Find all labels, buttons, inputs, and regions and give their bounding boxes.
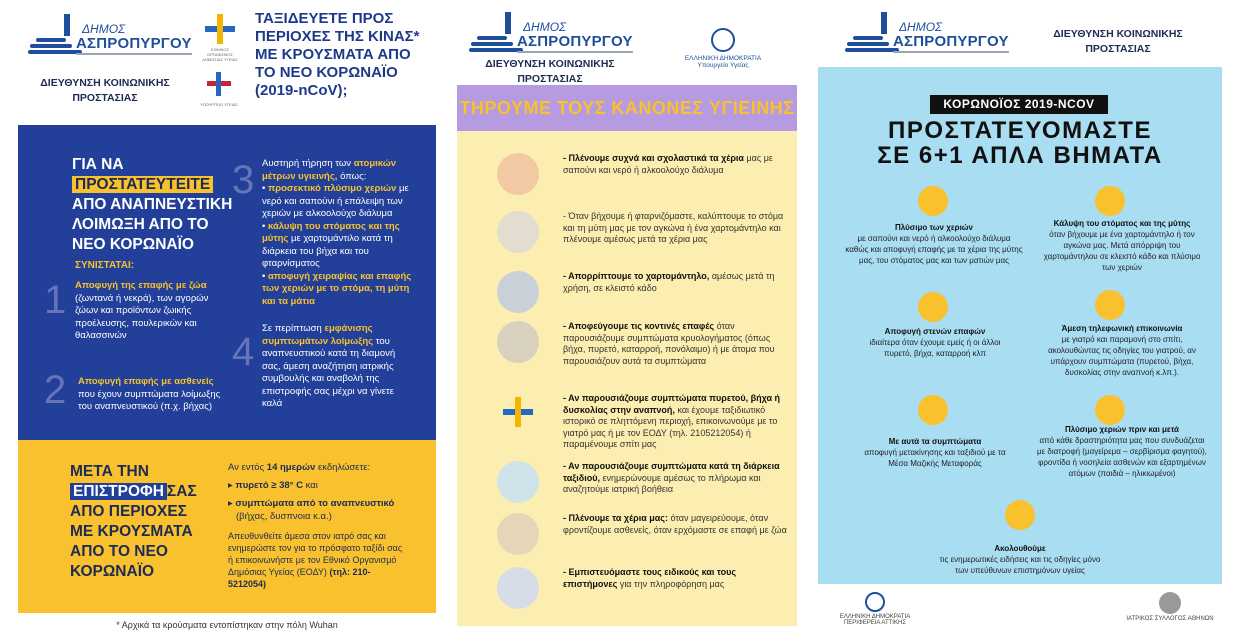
cooking-icon bbox=[1095, 395, 1125, 425]
rule-2: Αποφυγή επαφής με ασθενείς που έχουν συμπτώματα λοίμωξης του αναπνευστικού (π.χ. βήχας) bbox=[78, 376, 221, 412]
poster-hygiene-rules bbox=[455, 0, 800, 640]
ministry-logo: ΕΛΛΗΝΙΚΗ ΔΗΜΟΚΡΑΤΙΑ Υπουργείο Υγείας bbox=[673, 28, 773, 69]
logo-name-big: ΑΣΠΡΟΠΥΡΓΟΥ bbox=[517, 33, 633, 53]
rule-4: Σε περίπτωση εμφάνισης συμπτωμάτων λοίμωξης του αναπνευστικού κατά τη διαμονή σας, άμεση αναζήτηση ιατρικής συμβουλής και αναβολή της επιστροφής σας μέχρι να γίνετε καλά bbox=[262, 323, 396, 409]
poster-six-steps bbox=[815, 0, 1237, 640]
step-2: Κάλυψη του στόματος και της μύτης όταν βήχουμε με ένα χαρτομάντηλο ή τον αγκώνα μας. Μετά απόρριψη του χαρτομάντηλου σε κλειστό κάδο και πλύσιμο των χεριών bbox=[1043, 219, 1201, 272]
virus-badge: ΚΟΡΩΝΟΪΟΣ 2019-NCOV bbox=[930, 95, 1108, 114]
symptom-fever: ▸ πυρετό ≥ 38° C και bbox=[228, 480, 318, 491]
news-icon bbox=[1005, 500, 1035, 530]
within-days: Αν εντός 14 ημερών εκδηλώσετε: bbox=[228, 462, 371, 473]
eody-logo-icon bbox=[205, 14, 235, 44]
eody-icon bbox=[497, 393, 539, 435]
dept-title: ΔΙΕΥΘΥΝΣΗ ΚΟΙΝΩΝΙΚΗΣ ΠΡΟΣΤΑΣΙΑΣ bbox=[1053, 28, 1183, 55]
region-logo: ΕΛΛΗΝΙΚΗ ΔΗΜΟΚΡΑΤΙΑ ΠΕΡΙΦΕΡΕΙΑ ΑΤΤΙΚΗΣ bbox=[825, 592, 925, 626]
eody-caption: ΕΘΝΙΚΟΣ ΟΡΓΑΝΙΣΜΟΣ ΔΗΜΟΣΙΑΣ ΥΓΕΙΑΣ bbox=[202, 47, 238, 62]
step-6: Πλύσιμο χεριών πριν και μετά από κάθε δραστηριότητα μας που συνδυάζεται με διατροφή (μαγείρεμα – σερβίρισμα φαγητού), φροντίδα ή νοσηλεία ασθενών και εξαρτημένων ατόμων (παιδιά – ηλικιωμένοι) bbox=[1037, 425, 1207, 478]
sick-person-icon bbox=[497, 321, 539, 363]
hand-wash-icon bbox=[918, 186, 948, 216]
trash-bin-icon bbox=[497, 271, 539, 313]
step-7: Ακολουθούμε τις ενημερωτικές ειδήσεις και τις οδηγίες μόνο των υπεύθυνων επιστημόνων υγείας bbox=[939, 544, 1101, 575]
logo-name-small: ΔΗΜΟΣ bbox=[82, 22, 126, 36]
step-3: Αποφυγή στενών επαφών ιδιαίτερα όταν έχουμε εμείς ή οι άλλοι πυρετό, βήχα, καταρροή κλπ bbox=[869, 327, 1001, 358]
airplane-icon bbox=[497, 461, 539, 503]
number-2: 2 bbox=[44, 368, 67, 412]
doctor-icon bbox=[497, 567, 539, 609]
protect-title: ΓΙΑ ΝΑ ΠΡΟΣΤΑΤΕΥΤΕΙΤΕ ΑΠΟ ΑΝΑΠΝΕΥΣΤΙΚΗ ΛΟΙΜΩΞΗ ΑΠΟ ΤΟ ΝΕΟ ΚΟΡΩΝΑΪΟ bbox=[72, 156, 233, 253]
greek-emblem-icon bbox=[711, 28, 735, 52]
logo-name-small: ΔΗΜΟΣ bbox=[899, 20, 943, 34]
sneeze-icon bbox=[497, 211, 539, 253]
step-1: Πλύσιμο των χεριών με σαπούνι και νερό ή αλκοολούχο διάλυμα καθώς και αποφυγή επαφής με τα χέρια της μύτης μας, του στόματος μας και των ματιών μας bbox=[845, 223, 1023, 265]
number-1: 1 bbox=[44, 278, 67, 322]
contact-advice: Απευθυνθείτε άμεσα στον ιατρό σας και ενημερώστε τον για το πρόσφατο ταξίδι σας ή επικοινωνήστε με τον Εθνικό Οργανισμό Δημόσιας Υγείας (ΕΟΔΥ) (τηλ: 210-5212054) bbox=[228, 531, 403, 589]
rule-1: Αποφυγή της επαφής με ζώα (ζωντανά ή νεκρά), των αγορών ζώων και προϊόντων ζωικής προέλευσης, πουλερικών και θαλασσινών bbox=[75, 280, 209, 341]
medical-association-logo: ΙΑΤΡΙΚΟΣ ΣΥΛΛΟΓΟΣ ΑΘΗΝΩΝ bbox=[1120, 592, 1220, 622]
rule-3-bullets: • προσεκτικό πλύσιμο χεριών με νερό και σαπούνι ή επάλειψη των χεριών με αλκοολούχο διάλυμα • κάλυψη του στόματος και της μύτης με χαρτομάντιλο κατά τη διάρκεια του βήχα και του φταρνίσματος • αποφυγή χειραψίας και επαφής των χεριών με το στόμα, τη μύτη και τα μάτια bbox=[262, 183, 412, 307]
bus-icon bbox=[918, 395, 948, 425]
cough-icon bbox=[1095, 186, 1125, 216]
rule-3-intro: Αυστηρή τήρηση των ατομικών μέτρων υγιεινής, όπως: bbox=[262, 158, 397, 182]
number-3: 3 bbox=[232, 158, 255, 202]
step-4: Άμεση τηλεφωνική επικοινωνία με γιατρό και παραμονή στο σπίτι, ακολουθώντας τις οδηγίες του γιατρού, αν υπάρχουν συμπτώματα (πυρετού, βήχα, δυσκολίας στην αναπνοή κ.λπ.). bbox=[1048, 324, 1196, 377]
symptom-resp: ▸ συμπτώματα από το αναπνευστικό (βήχας, δυσπνοια κ.α.) bbox=[228, 498, 395, 522]
step-5: Με αυτά τα συμπτώματα αποφυγή μετακίνησης και ταξιδιού με τα Μέσα Μαζικής Μεταφοράς bbox=[864, 437, 1006, 468]
logo-name-big: ΑΣΠΡΟΠΥΡΓΟΥ bbox=[76, 35, 192, 55]
banner: ΤΗΡΟΥΜΕ ΤΟΥΣ ΚΑΝΟΝΕΣ ΥΓΙΕΙΝΗΣ bbox=[457, 85, 797, 131]
logo-name-big: ΑΣΠΡΟΠΥΡΓΟΥ bbox=[893, 33, 1009, 53]
hand-wash-icon bbox=[497, 153, 539, 195]
seal-icon bbox=[1159, 592, 1181, 614]
recommend-label: ΣΥΝΙΣΤΑΤΑΙ: bbox=[75, 260, 135, 271]
after-return-title: ΜΕΤΑ ΤΗΝ ΕΠΙΣΤΡΟΦΗ ΣΑΣ ΑΠΟ ΠΕΡΙΟΧΕΣ ΜΕ ΚΡΟΥΣΜΑΤΑ ΑΠΟ ΤΟ ΝΕΟ ΚΟΡΩΝΑΪΟ bbox=[70, 463, 197, 580]
number-4: 4 bbox=[232, 330, 255, 374]
footnote: * Αρχικά τα κρούσματα εντοπίστηκαν στην πόλη Wuhan bbox=[116, 620, 338, 630]
ministry-logo-icon bbox=[207, 72, 231, 96]
rules-list: - Πλένουμε συχνά και σχολαστικά τα χέρια μας με σαπούνι και νερό ή αλκοολούχο διάλυμα - Όταν βήχουμε ή φταρνιζόμαστε, καλύπτουμε το στόμα και τη μύτη μας με τον αγκώνα ή ένα χαρτομάντηλο και πλένουμε αμέσως μετά τα χέρια μας - Απορρίπτουμε το χαρτομάντηλο, αμέσως μετά τη χρήση, σε κλειστό κάδο - Αποφεύγουμε τις κοντινές επαφές όταν παρουσιάζουμε συμπτώματα κρυολογήματος (όπως βήχα, πυρετό, καταρροή, πονόλαιμο) ή με άτομα που παρουσιάζουν αυτά τα συμπτώματα - Αν παρουσιάζουμε συμπτώματα πυρετού, βήχα ή δυσκολίας στην αναπνοή, και έχουμε ταξιδιωτικό ιστορικό σε πληττόμενη περιοχή, επικοινωνούμε με το γιατρό μας ή με τον ΕΟΔΥ (τηλ. 2105212054) ή παραμένουμε σπίτι μας - Αν παρουσιάζουμε συμπτώματα κατά τη διάρκεια ταξιδιού, ενημερώνουμε αμέσως το πλήρωμα και αναζητούμε ιατρική βοήθεια - Πλένουμε τα χέρια μας: όταν μαγειρεύουμε, όταν φροντίζουμε ασθενείς, όταν ερχόμαστε σε επαφή με ζώα - Εμπιστευόμαστε τους ειδικούς και τους επιστήμονες για την πληροφόρηση μας bbox=[457, 131, 797, 626]
dept-title: ΔΙΕΥΘΥΝΣΗ ΚΟΙΝΩΝΙΚΗΣ ΠΡΟΣΤΑΣΙΑΣ bbox=[40, 77, 170, 104]
no-contact-icon bbox=[918, 292, 948, 322]
logo-name-small: ΔΗΜΟΣ bbox=[523, 20, 567, 34]
steps-title: ΠΡΟΣΤΑΤΕΥΟΜΑΣΤΕ ΣΕ 6+1 ΑΠΛΑ ΒΗΜΑΤΑ bbox=[877, 117, 1163, 169]
poster-travel-china bbox=[0, 0, 440, 640]
faucet-icon bbox=[497, 513, 539, 555]
dept-title: ΔΙΕΥΘΥΝΣΗ ΚΟΙΝΩΝΙΚΗΣ ΠΡΟΣΤΑΣΙΑΣ bbox=[485, 58, 615, 85]
phone-icon bbox=[1095, 290, 1125, 320]
greek-emblem-icon bbox=[865, 592, 885, 612]
headline: ΤΑΞΙΔΕΥΕΤΕ ΠΡΟΣ ΠΕΡΙΟΧΕΣ ΤΗΣ ΚΙΝΑΣ* ΜΕ ΚΡΟΥΣΜΑΤΑ ΑΠΟ ΤΟ ΝΕΟ ΚΟΡΩΝΑΪΟ (2019-nCoV); bbox=[255, 10, 420, 99]
ministry-caption: ΥΠΟΥΡΓΕΙΟ ΥΓΕΙΑΣ bbox=[200, 102, 238, 107]
